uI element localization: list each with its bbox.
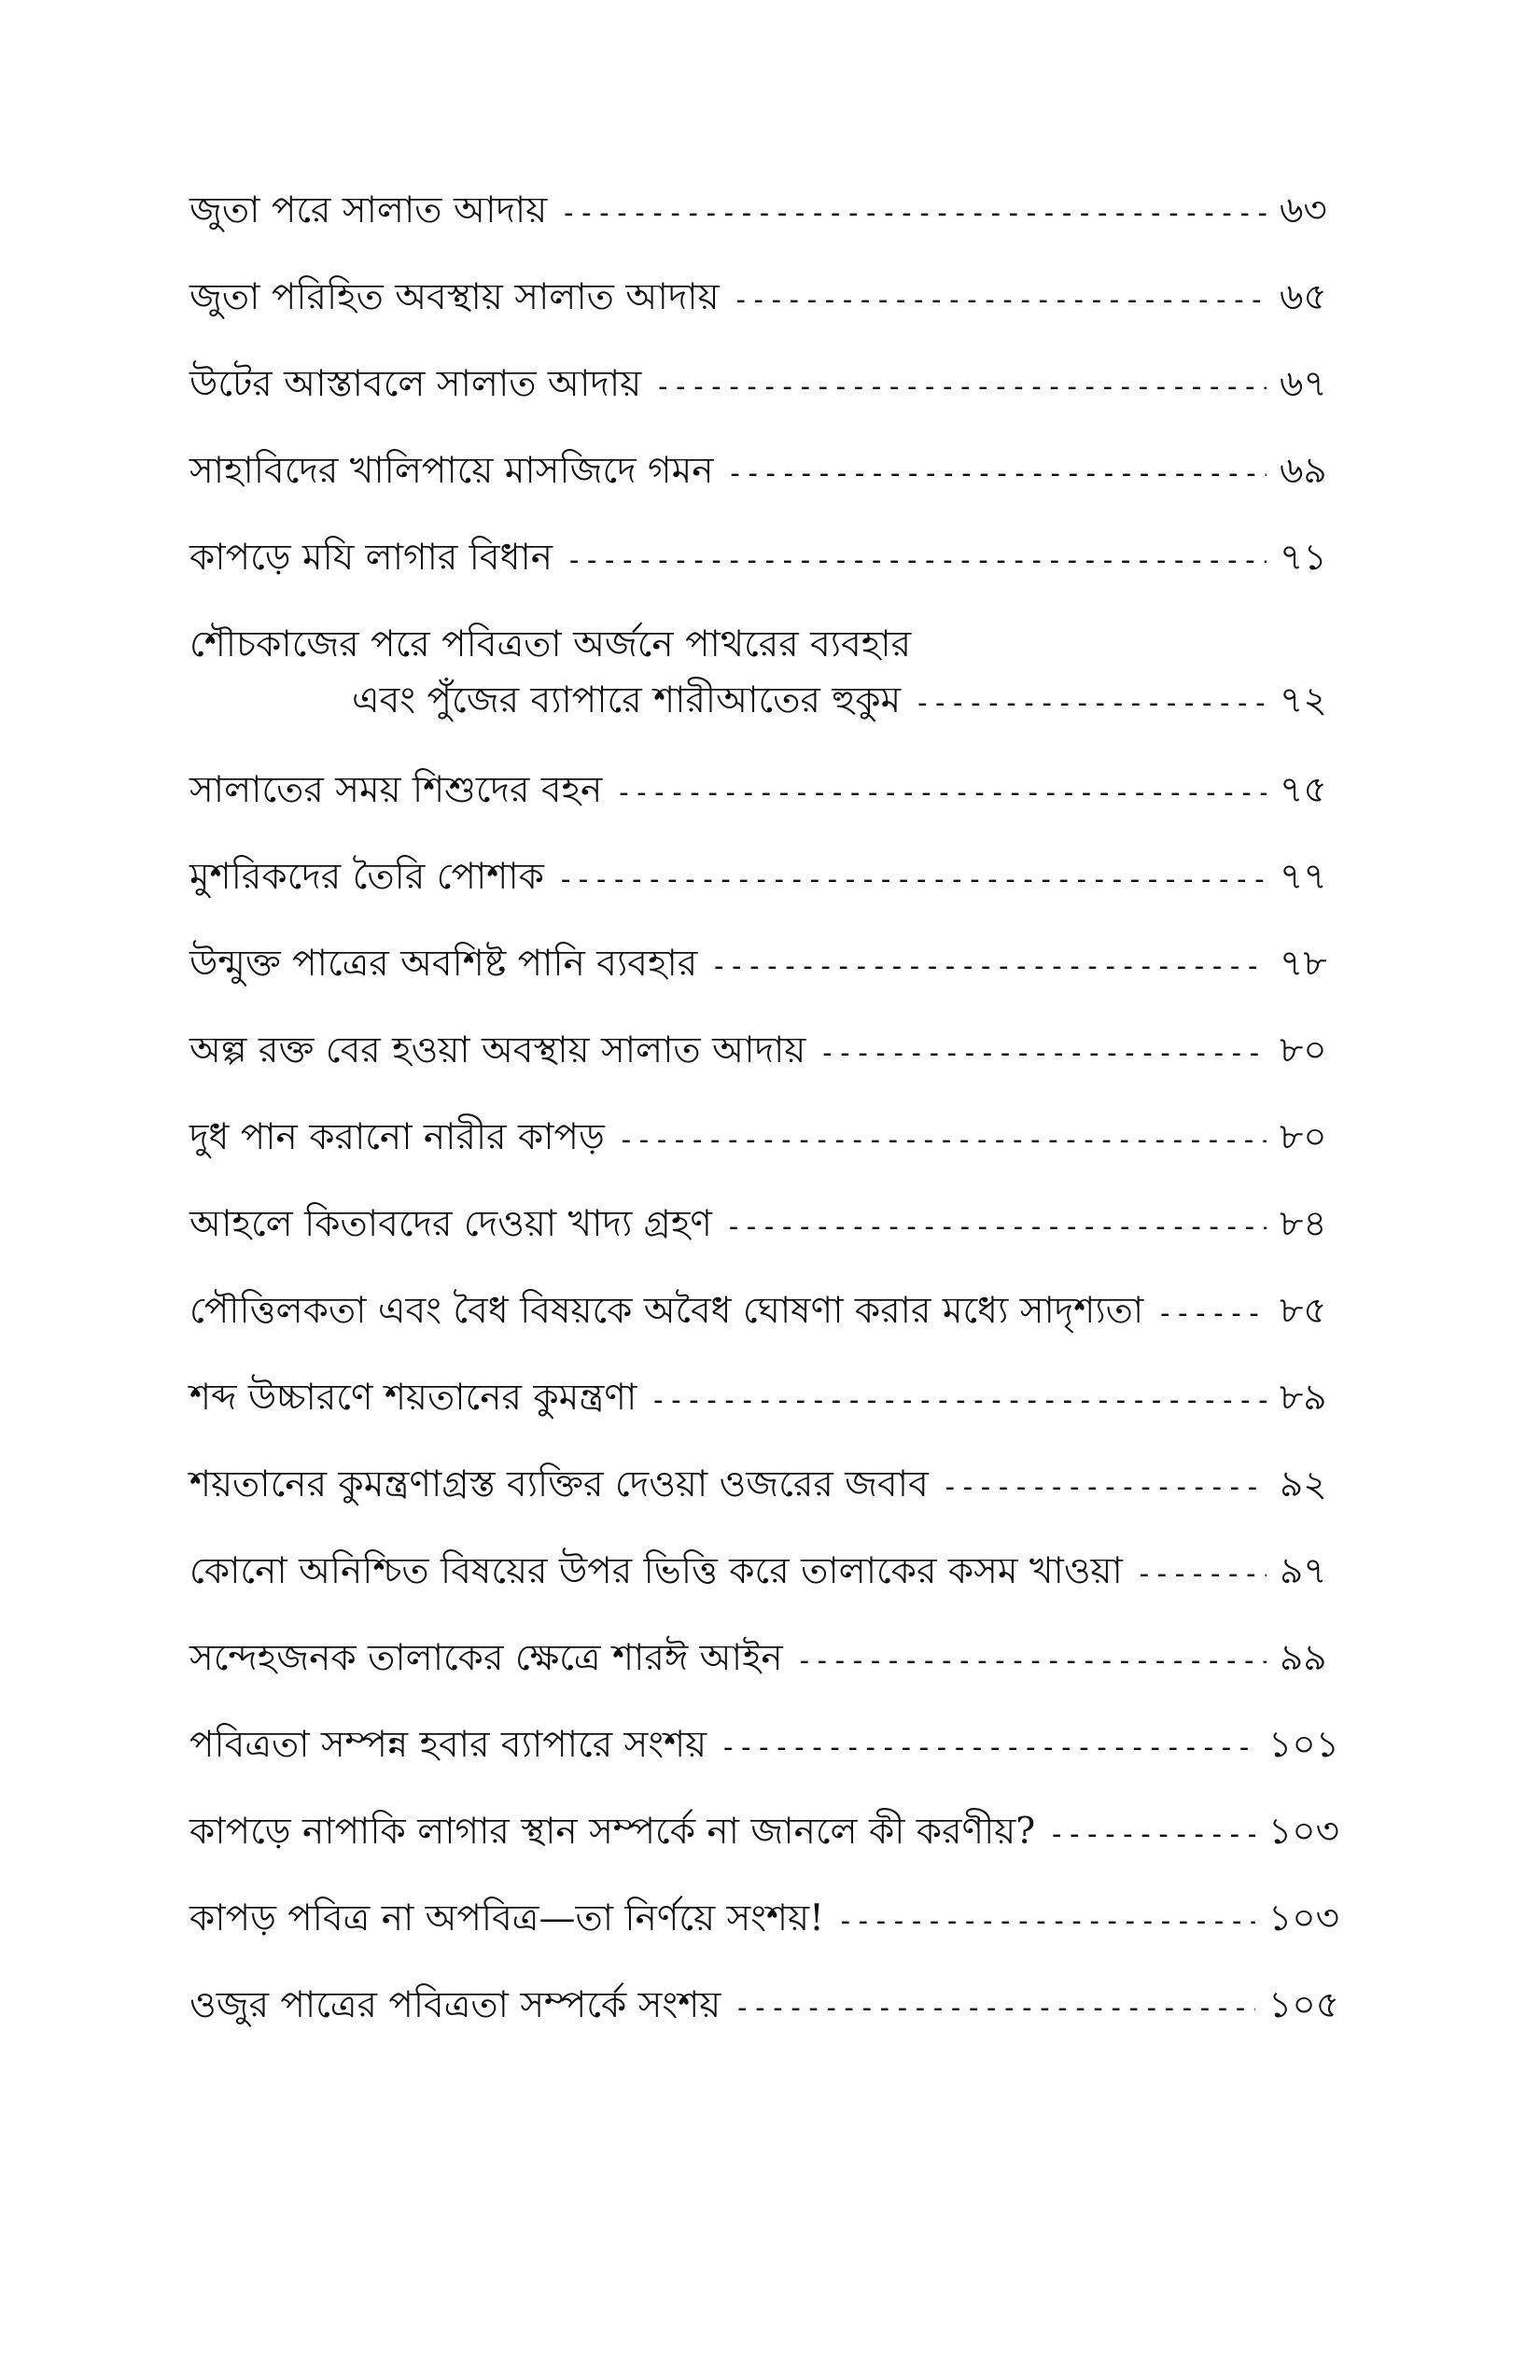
toc-entry-title: জুতা পরে সালাত আদায়: [189, 189, 548, 231]
toc-entry-title: পবিত্রতা সম্পন্ন হবার ব্যাপারে সংশয়: [189, 1724, 707, 1766]
toc-entry-title: সাহাবিদের খালিপায়ে মাসজিদে গমন: [189, 450, 714, 492]
toc-entry-page: ৭৫: [1280, 769, 1327, 811]
toc-entry-page: ৭৮: [1280, 943, 1327, 985]
toc-entry[interactable]: [189, 1544, 1339, 1631]
toc-entry[interactable]: [189, 530, 1339, 617]
dot-leader: [796, 1633, 1267, 1689]
toc-entry-page: ৯৭: [1280, 1550, 1327, 1592]
toc-entry-title-line2: এবং পুঁজের ব্যাপারে শারীআতের হুকুম: [352, 679, 902, 721]
toc-entry-page: ৭২: [1280, 679, 1327, 721]
toc-entry[interactable]: [189, 1804, 1339, 1891]
dot-leader: [615, 765, 1267, 821]
toc-entry-page: ১০১: [1268, 1724, 1339, 1766]
dot-leader: [727, 446, 1267, 502]
dot-leader: [734, 1981, 1255, 2037]
dot-leader: [560, 186, 1267, 242]
toc-entry-title: ওজুর পাত্রের পবিত্রতা সম্পর্কে সংশয়: [189, 1984, 721, 2026]
toc-entry-title: উন্মুক্ত পাত্রের অবশিষ্ট পানি ব্যবহার: [189, 943, 698, 985]
toc-entry-title: শয়তানের কুমন্ত্রণাগ্রস্ত ব্যক্তির দেওয়া ওজরের জবাব: [189, 1463, 929, 1505]
toc-entry-title: কাপড়ে নাপাকি লাগার স্থান সম্পর্কে না জানলে কী করণীয়?: [189, 1811, 1036, 1853]
toc-entry[interactable]: [189, 443, 1339, 530]
dot-leader: [618, 1113, 1267, 1169]
toc-entry-page: ৮০: [1280, 1116, 1327, 1158]
toc-entry[interactable]: [189, 270, 1339, 357]
toc-entry[interactable]: [189, 183, 1339, 270]
toc-entry-title: কোনো অনিশ্চিত বিষয়ের উপর ভিত্তি করে তালাকের কসম খাওয়া: [189, 1550, 1123, 1592]
toc-entry[interactable]: [189, 1110, 1339, 1197]
toc-entry[interactable]: [189, 617, 1339, 763]
toc-entry[interactable]: [189, 1370, 1339, 1457]
toc-entry-page: ১০৩: [1267, 1811, 1339, 1853]
dot-leader: [557, 852, 1267, 908]
dot-leader: [720, 1720, 1255, 1776]
toc-entry[interactable]: [189, 936, 1339, 1023]
toc-entry-page: ৮০: [1280, 1029, 1327, 1071]
dot-leader: [710, 939, 1267, 995]
toc-entry-title: সালাতের সময় শিশুদের বহন: [189, 769, 603, 811]
toc-entry-page: ৭৭: [1280, 856, 1327, 898]
toc-entry-title: সন্দেহজনক তালাকের ক্ষেত্রে শারঈ আইন: [189, 1637, 783, 1679]
dot-leader: [733, 273, 1267, 329]
toc-entry[interactable]: [189, 1891, 1339, 1978]
toc-entry-page: ৮৪: [1280, 1203, 1327, 1245]
toc-entry-page: ৮৯: [1280, 1377, 1327, 1419]
dot-leader: [566, 533, 1267, 589]
toc-entry-title: শব্দ উচ্চারণে শয়তানের কুমন্ত্রণা: [189, 1377, 637, 1419]
toc-entry-title: পৌত্তিলকতা এবং বৈধ বিষয়কে অবৈধ ঘোষণা করার মধ্যে সাদৃশ্যতা: [189, 1290, 1144, 1332]
toc-entry-page: ৬৩: [1280, 189, 1327, 231]
toc-entry-title: উটের আস্তাবলে সালাত আদায়: [189, 363, 642, 405]
toc-entry[interactable]: [189, 1457, 1339, 1544]
table-of-contents: [189, 183, 1339, 2065]
dot-leader: [1136, 1547, 1267, 1603]
toc-entry[interactable]: [189, 1283, 1339, 1370]
dot-leader: [914, 676, 1267, 732]
toc-entry[interactable]: [189, 357, 1339, 443]
toc-entry[interactable]: [189, 1197, 1339, 1283]
toc-entry[interactable]: [189, 1023, 1339, 1110]
dot-leader: [819, 1026, 1267, 1082]
toc-entry-page: ৬৭: [1280, 363, 1327, 405]
toc-entry-page: ৬৫: [1280, 276, 1327, 318]
dot-leader: [1048, 1807, 1255, 1863]
toc-entry-title: কাপড় পবিত্র না অপবিত্র—তা নির্ণয়ে সংশয়!: [189, 1897, 824, 1939]
toc-entry[interactable]: [189, 763, 1339, 849]
toc-entry-page: ১০৩: [1267, 1897, 1339, 1939]
toc-entry[interactable]: [189, 1717, 1339, 1804]
toc-entry[interactable]: [189, 1978, 1339, 2065]
toc-entry-page: ৮৫: [1280, 1290, 1327, 1332]
toc-entry-page: ৭১: [1280, 537, 1327, 579]
toc-entry-title: দুধ পান করানো নারীর কাপড়: [189, 1116, 605, 1158]
toc-entry-page: ৯২: [1280, 1463, 1327, 1505]
dot-leader: [654, 359, 1267, 415]
toc-entry-page: ৬৯: [1280, 450, 1327, 492]
toc-entry[interactable]: [189, 1631, 1339, 1717]
toc-entry-title: আহলে কিতাবদের দেওয়া খাদ্য গ্রহণ: [189, 1203, 712, 1245]
toc-entry-title: জুতা পরিহিত অবস্থায় সালাত আদায়: [189, 276, 720, 318]
dot-leader: [837, 1894, 1255, 1950]
toc-entry-page: ১০৫: [1268, 1984, 1339, 2026]
dot-leader: [725, 1199, 1267, 1255]
toc-entry[interactable]: [189, 849, 1339, 936]
dot-leader: [1156, 1286, 1267, 1342]
toc-entry-title: মুশরিকদের তৈরি পোশাক: [189, 856, 544, 898]
dot-leader: [650, 1373, 1267, 1429]
dot-leader: [942, 1460, 1267, 1516]
toc-entry-title: কাপড়ে মযি লাগার বিধান: [189, 537, 553, 579]
toc-entry-continuation: [189, 673, 1339, 732]
toc-entry-title: শৌচকাজের পরে পবিত্রতা অর্জনে পাথরের ব্যবহার: [189, 623, 912, 665]
toc-entry-title: অল্প রক্ত বের হওয়া অবস্থায় সালাত আদায়: [189, 1029, 806, 1071]
toc-entry-page: ৯৯: [1280, 1637, 1327, 1679]
